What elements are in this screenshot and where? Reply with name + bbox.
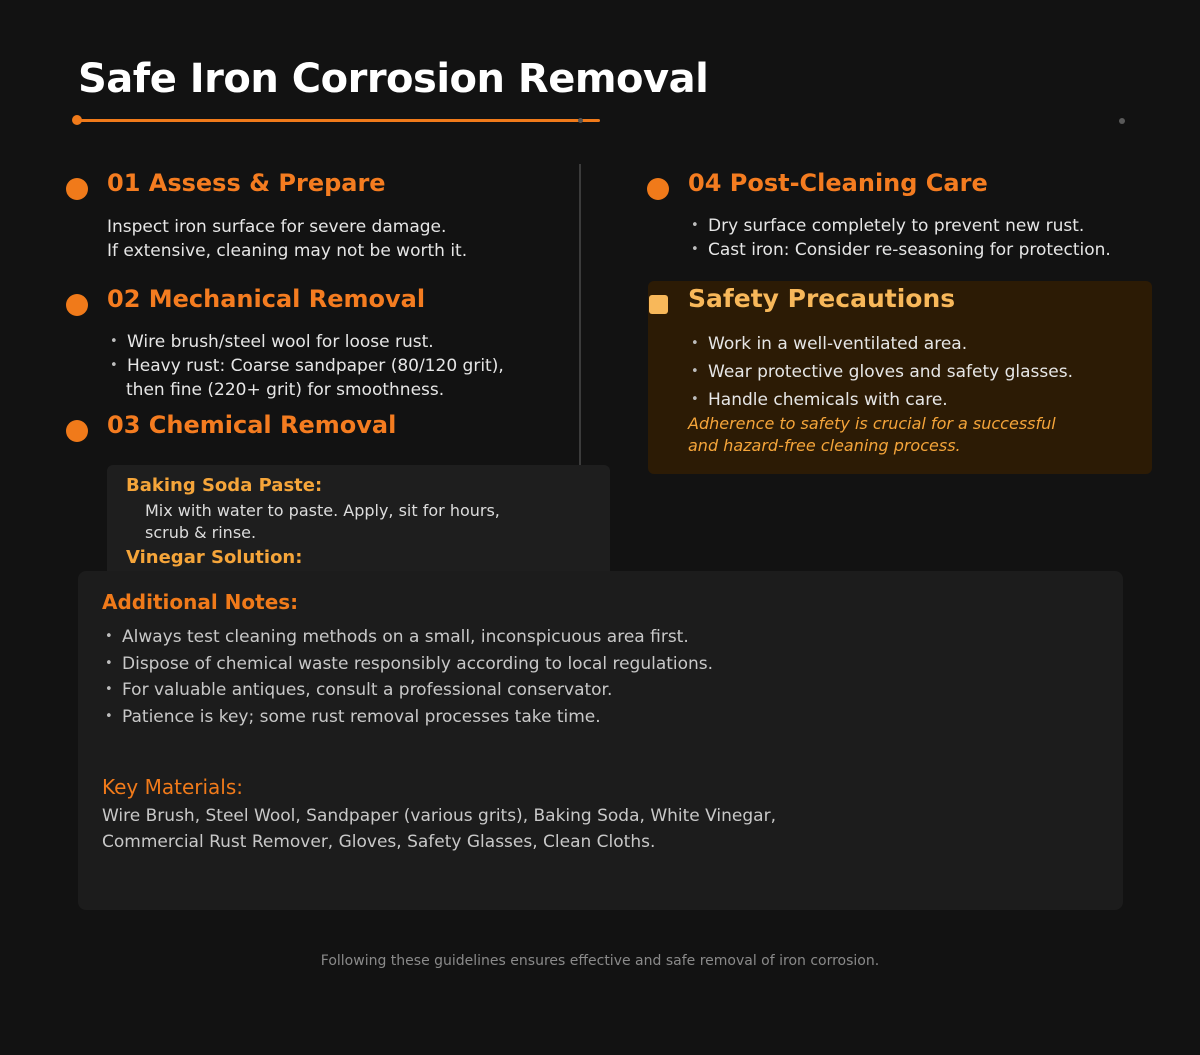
safety-note-line: and hazard-free cleaning process. bbox=[688, 436, 961, 455]
safety-title: Safety Precautions bbox=[688, 284, 956, 313]
list-item: • Dispose of chemical waste responsibly according to local regulations. bbox=[102, 651, 713, 678]
list-item: • Heavy rust: Coarse sandpaper (80/120 grit), bbox=[107, 354, 504, 378]
safety-note-line: Adherence to safety is crucial for a successful bbox=[688, 414, 1056, 433]
list-item: • Dry surface completely to prevent new rust. bbox=[688, 214, 1111, 238]
list-item: • Wear protective gloves and safety glasses. bbox=[688, 358, 1073, 386]
additional-notes-list bbox=[102, 624, 713, 730]
step-04-title: 04 Post-Cleaning Care bbox=[688, 169, 988, 197]
step-02-title: 02 Mechanical Removal bbox=[107, 285, 426, 313]
step-01-bullet-icon bbox=[66, 178, 88, 200]
list-item: • For valuable antiques, consult a professional conservator. bbox=[102, 677, 713, 704]
key-materials-line: Commercial Rust Remover, Gloves, Safety Glasses, Clean Cloths. bbox=[102, 832, 656, 852]
step-02-list bbox=[107, 330, 504, 378]
title-underline-dot-end bbox=[1119, 118, 1125, 124]
step-04-list bbox=[688, 214, 1111, 262]
list-item: • Cast iron: Consider re-seasoning for protection. bbox=[688, 238, 1111, 262]
list-item: • Always test cleaning methods on a small, inconspicuous area first. bbox=[102, 624, 713, 651]
title-underline bbox=[78, 119, 600, 122]
list-item: • Wire brush/steel wool for loose rust. bbox=[107, 330, 504, 354]
baking-soda-label: Baking Soda Paste: bbox=[126, 475, 323, 496]
vinegar-label: Vinegar Solution: bbox=[126, 547, 303, 568]
step-03-bullet-icon bbox=[66, 420, 88, 442]
baking-soda-line: Mix with water to paste. Apply, sit for hours, bbox=[145, 501, 500, 520]
page-title: Safe Iron Corrosion Removal bbox=[78, 56, 709, 102]
list-item: • Work in a well-ventilated area. bbox=[688, 330, 1073, 358]
baking-soda-text bbox=[145, 500, 500, 544]
safety-list bbox=[688, 330, 1073, 414]
step-01-text bbox=[107, 215, 467, 263]
safety-note bbox=[688, 413, 1108, 457]
title-underline-dot-mid bbox=[578, 118, 583, 123]
list-item: • Patience is key; some rust removal processes take time. bbox=[102, 704, 713, 731]
additional-notes-panel bbox=[78, 571, 1123, 910]
key-materials-heading: Key Materials: bbox=[102, 775, 244, 799]
title-underline-dot-start bbox=[72, 115, 82, 125]
step-02-continuation: then fine (220+ grit) for smoothness. bbox=[126, 380, 445, 400]
baking-soda-line: scrub & rinse. bbox=[145, 523, 257, 542]
step-02-bullet-icon bbox=[66, 294, 88, 316]
step-01-line: If extensive, cleaning may not be worth it. bbox=[107, 241, 468, 261]
list-item: • Handle chemicals with care. bbox=[688, 386, 1073, 414]
step-04-bullet-icon bbox=[647, 178, 669, 200]
key-materials-text bbox=[102, 803, 802, 855]
key-materials-line: Wire Brush, Steel Wool, Sandpaper (various grits), Baking Soda, White Vinegar, bbox=[102, 806, 776, 826]
additional-notes-heading: Additional Notes: bbox=[102, 590, 299, 614]
step-03-title: 03 Chemical Removal bbox=[107, 411, 397, 439]
step-01-line: Inspect iron surface for severe damage. bbox=[107, 217, 447, 237]
step-01-title: 01 Assess & Prepare bbox=[107, 169, 386, 197]
safety-square-icon bbox=[649, 295, 668, 314]
footer-text: Following these guidelines ensures effective and safe removal of iron corrosion. bbox=[320, 953, 880, 969]
